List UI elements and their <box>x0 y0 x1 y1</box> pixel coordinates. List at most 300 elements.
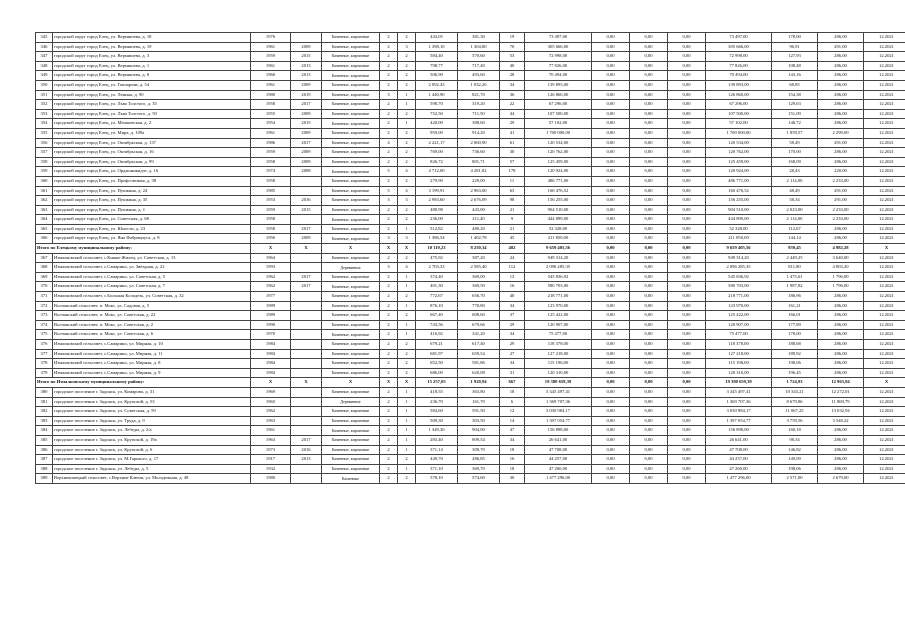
table-row <box>36 52 905 62</box>
table-cell: 443,05 <box>416 33 458 43</box>
table-cell: 509,30 <box>416 416 458 426</box>
table-cell: 0,00 <box>668 282 706 292</box>
table-cell: 1961 <box>251 61 291 71</box>
table-row <box>36 426 905 436</box>
table-cell: 108,48 <box>772 61 818 71</box>
table-cell: 1955 <box>251 109 291 119</box>
table-cell: 1 <box>398 320 416 330</box>
table-cell: городской округ город Елец, ул. Гончарова, д. 54 <box>53 80 251 90</box>
table-cell: 12.2021 <box>864 397 905 407</box>
table-row <box>36 176 905 186</box>
table-cell: 18 <box>500 445 525 455</box>
table-cell: 686,00 <box>416 368 458 378</box>
table-cell <box>291 301 322 311</box>
table-cell: 388 <box>36 464 53 474</box>
table-cell: 580 703,00 <box>525 282 592 292</box>
table-cell: 2 <box>380 71 398 81</box>
table-cell: 0,00 <box>630 378 668 388</box>
table-cell: 305 666,00 <box>706 42 772 52</box>
table-cell: 2015 <box>291 205 322 215</box>
table-cell: 0,00 <box>668 301 706 311</box>
table-cell: городской округ город Елец, ул. Юности, д. 23 <box>53 224 251 234</box>
table-cell: 286,00 <box>818 311 864 321</box>
table-cell: 286,00 <box>818 330 864 340</box>
table-cell: 380 <box>36 387 53 397</box>
table-cell: Каменные, кирпичные <box>322 224 380 234</box>
table-cell: 0,00 <box>592 330 630 340</box>
table-cell: городской округ город Елец, ул. Вермишева, д. 3 <box>53 52 251 62</box>
table-cell: 127 218,00 <box>706 349 772 359</box>
table-cell: 0,00 <box>668 119 706 129</box>
table-cell: 876,10 <box>416 301 458 311</box>
table-row <box>36 368 905 378</box>
table-cell: 2009 <box>291 157 322 167</box>
table-cell: 386 <box>36 445 53 455</box>
table-row <box>36 71 905 81</box>
table-cell: 2 983,60 <box>416 196 458 206</box>
table-cell: 2 <box>398 368 416 378</box>
table-row <box>36 320 905 330</box>
table-cell: 98,34 <box>772 435 818 445</box>
table-row <box>36 330 905 340</box>
table-cell: 2 <box>398 292 416 302</box>
table-cell: Верхнеконецкий сельсовет, с.Верхние Ключи, ул. Молодежная, д. 48 <box>53 474 251 484</box>
table-body <box>36 33 905 484</box>
table-cell: 286,00 <box>818 90 864 100</box>
table-cell: 2 096 285,35 <box>706 263 772 273</box>
table-cell: 1 <box>398 272 416 282</box>
table-cell: 2 <box>398 455 416 465</box>
table-cell: 286,00 <box>818 148 864 158</box>
table-cell: 369,50 <box>458 282 500 292</box>
table-cell: Измалковский сельсовет, с.Самарино, ул. Мирная, д. 9 <box>53 368 251 378</box>
table-cell: 12.2021 <box>864 474 905 484</box>
table-cell: 0,00 <box>630 224 668 234</box>
table-cell: Измалковский сельсовет, с.Большая Колодезь, ул. Советская, д. 32 <box>53 292 251 302</box>
table-cell: 127,93 <box>772 52 818 62</box>
table-cell: 1984 <box>251 359 291 369</box>
table-cell: 486 771,00 <box>706 176 772 186</box>
table-cell: Каменные, кирпичные <box>322 311 380 321</box>
table-cell: городской округ город Елец, ул. Профсоюзная, д. 38 <box>53 176 251 186</box>
table-cell: 0,00 <box>668 157 706 167</box>
table-cell: Каменные, кирпичные <box>322 205 380 215</box>
table-cell: 0,00 <box>668 426 706 436</box>
table-cell: 12.2021 <box>864 464 905 474</box>
table-cell: 30 <box>500 474 525 484</box>
table-cell: 367 <box>36 253 53 263</box>
table-cell: 371 <box>36 292 53 302</box>
table-cell: 1976 <box>251 33 291 43</box>
table-cell: Каменные, кирпичные <box>322 464 380 474</box>
table-cell <box>291 186 322 196</box>
table-cell: 584,40 <box>416 52 458 62</box>
table-cell: 9 659 405,56 <box>706 244 772 254</box>
table-row <box>36 224 905 234</box>
table-cell: 218 771,00 <box>525 292 592 302</box>
table-cell: городское поселение г. Задонск, ул. Лебеды, д. 2/a <box>53 426 251 436</box>
table-cell: 13 032,94 <box>818 407 864 417</box>
table-cell: 2 <box>380 407 398 417</box>
table-cell: 371,10 <box>416 464 458 474</box>
table-cell: 4 <box>398 186 416 196</box>
table-cell: 12.2021 <box>864 196 905 206</box>
table-cell: 0,00 <box>592 215 630 225</box>
table-cell: 73 497,00 <box>525 33 592 43</box>
table-cell: 506,90 <box>416 71 458 81</box>
table-cell: 2013 <box>291 455 322 465</box>
table-cell: 369,00 <box>458 272 500 282</box>
table-cell: 68,85 <box>772 80 818 90</box>
table-cell: 1993 <box>251 263 291 273</box>
table-cell: 0,00 <box>668 292 706 302</box>
table-cell: 0,00 <box>592 244 630 254</box>
table-cell: 2 <box>380 455 398 465</box>
table-cell: 3 199,91 <box>416 186 458 196</box>
table-cell: 0,00 <box>592 234 630 244</box>
table-cell: 0,00 <box>668 148 706 158</box>
table-cell: 2 <box>398 61 416 71</box>
table-cell: 378 <box>36 359 53 369</box>
table-cell: 126 860,00 <box>706 90 772 100</box>
table-row <box>36 186 905 196</box>
table-cell: 286,00 <box>818 340 864 350</box>
table-cell: 29 <box>500 119 525 129</box>
table-cell: 0,00 <box>592 378 630 388</box>
table-cell: 3 345 497,41 <box>525 387 592 397</box>
table-cell: 0,00 <box>668 397 706 407</box>
table-row <box>36 416 905 426</box>
table-cell: 1956 <box>251 234 291 244</box>
table-cell: 0,00 <box>630 148 668 158</box>
table-cell <box>291 407 322 417</box>
table-cell: Итого по Измалковскому муниципальному району: <box>36 378 251 388</box>
table-cell: 12.2021 <box>864 128 905 138</box>
table-cell: 12.2021 <box>864 455 905 465</box>
table-cell: X <box>380 378 398 388</box>
table-cell: 0,00 <box>592 455 630 465</box>
table-cell: 0,00 <box>592 80 630 90</box>
table-cell: Каменные, кирпичные <box>322 167 380 177</box>
table-cell: 949 314,20 <box>706 253 772 263</box>
table-cell: 362 <box>36 196 53 206</box>
table-cell: 363,80 <box>458 387 500 397</box>
table-cell: Деревянные <box>322 263 380 273</box>
table-cell: 0,00 <box>592 119 630 129</box>
table-cell: 12.2021 <box>864 90 905 100</box>
table-cell: 1 <box>398 464 416 474</box>
table-cell: 2 060,90 <box>458 138 500 148</box>
table-cell: 2009 <box>291 80 322 90</box>
table-cell: 0,00 <box>592 263 630 273</box>
table-cell: 0,00 <box>668 272 706 282</box>
table-cell: Каменные, кирпичные <box>322 445 380 455</box>
table-cell: 10 343,21 <box>772 387 818 397</box>
table-cell: 2 233,00 <box>818 176 864 186</box>
table-cell: 286,00 <box>818 71 864 81</box>
table-cell: 2013 <box>291 61 322 71</box>
table-cell: 0,00 <box>630 167 668 177</box>
table-cell: 236,70 <box>416 397 458 407</box>
table-cell: 584,60 <box>416 407 458 417</box>
table-cell: 0,00 <box>592 186 630 196</box>
table-cell: 0,00 <box>668 71 706 81</box>
table-cell: 2 <box>398 128 416 138</box>
table-cell: 0,00 <box>668 464 706 474</box>
table-cell: 377 <box>36 349 53 359</box>
table-cell: 98 <box>500 196 525 206</box>
table-cell: 0,00 <box>668 167 706 177</box>
table-row <box>36 282 905 292</box>
table-cell: Измалковский сельсовет, с.Самарино, ул. Мирная, д. 11 <box>53 349 251 359</box>
table-cell: 826,72 <box>416 157 458 167</box>
table-cell: 12.2021 <box>864 340 905 350</box>
table-cell: 443,00 <box>458 205 500 215</box>
table-cell: 12.2021 <box>864 282 905 292</box>
table-cell: 475,92 <box>416 253 458 263</box>
table-cell: 57 <box>500 157 525 167</box>
table-cell: 61 <box>500 138 525 148</box>
table-cell: 12.2021 <box>864 42 905 52</box>
table-cell: 0,00 <box>630 90 668 100</box>
table-cell <box>291 215 322 225</box>
table-cell: 341,20 <box>458 330 500 340</box>
table-cell: 2017 <box>291 224 322 234</box>
table-cell: 545 836,92 <box>706 272 772 282</box>
table-cell: 2 449,25 <box>772 253 818 263</box>
table-cell: Каменные, кирпичные <box>322 109 380 119</box>
table-cell: 170,00 <box>772 148 818 158</box>
table-cell: 0,00 <box>668 196 706 206</box>
table-cell: 47 708,00 <box>706 445 772 455</box>
table-cell: 75 477,00 <box>706 330 772 340</box>
table-cell: 1961 <box>251 80 291 90</box>
table-cell: 168,09 <box>772 157 818 167</box>
table-cell: 4 803,20 <box>818 263 864 273</box>
table-cell: 369 <box>36 272 53 282</box>
table-cell: Итого по Елецкому муниципальному району: <box>36 244 251 254</box>
table-cell: 45 <box>500 234 525 244</box>
table-cell: 19 380 659,39 <box>706 378 772 388</box>
table-cell: 220,00 <box>818 167 864 177</box>
table-cell: 24 <box>500 253 525 263</box>
table-cell: 12.2021 <box>864 80 905 90</box>
table-cell: 58,49 <box>772 138 818 148</box>
table-cell: 48,49 <box>772 186 818 196</box>
table-cell: 286,00 <box>818 320 864 330</box>
table-cell: 2 023,00 <box>772 205 818 215</box>
table-cell: 809,54 <box>458 435 500 445</box>
table-cell: 752,50 <box>416 109 458 119</box>
table-cell: 28 <box>500 71 525 81</box>
table-cell: 2 <box>380 349 398 359</box>
table-cell: 0,00 <box>630 359 668 369</box>
table-cell: X <box>322 244 380 254</box>
table-cell: 0,00 <box>668 378 706 388</box>
table-cell: 2 <box>380 474 398 484</box>
table-cell: 286,00 <box>818 224 864 234</box>
table-cell: 2009 <box>291 234 322 244</box>
table-cell: Каменные, кирпичные <box>322 138 380 148</box>
table-cell: 0,00 <box>630 196 668 206</box>
table-cell: 291,00 <box>818 42 864 52</box>
table-cell: 0,00 <box>592 311 630 321</box>
table-cell: Каменные, кирпичные <box>322 119 380 129</box>
table-cell: 286,00 <box>818 292 864 302</box>
table-cell: 2 571,00 <box>772 474 818 484</box>
table-cell: 196,45 <box>772 368 818 378</box>
table-cell: 2 963,00 <box>458 186 500 196</box>
table-cell: 151,09 <box>772 109 818 119</box>
table-cell: 1961 <box>251 128 291 138</box>
table-cell: 286,00 <box>818 445 864 455</box>
table-cell: городской округ город Елец, ул. Яна Фабрициуса, д. 8 <box>53 234 251 244</box>
table-cell: 12.2021 <box>864 119 905 129</box>
table-cell: 12.2021 <box>864 349 905 359</box>
table-cell: 2 <box>380 215 398 225</box>
table-row <box>36 196 905 206</box>
table-cell: 0,00 <box>630 292 668 302</box>
table-cell <box>291 253 322 263</box>
table-cell: 125 422,00 <box>706 311 772 321</box>
table-cell: 2 <box>398 148 416 158</box>
table-cell: 354 <box>36 119 53 129</box>
table-cell: 211,40 <box>458 215 500 225</box>
table-cell: 1974 <box>251 167 291 177</box>
table-cell: 0,00 <box>630 157 668 167</box>
table-cell: 12 963,94 <box>818 378 864 388</box>
table-cell: 12.2021 <box>864 157 905 167</box>
table-cell: 0,00 <box>668 320 706 330</box>
table-cell: 72 998,00 <box>706 52 772 62</box>
table-cell: 139 893,00 <box>706 80 772 90</box>
total-row <box>36 378 905 388</box>
table-cell: 12.2021 <box>864 368 905 378</box>
table-cell: 16 <box>500 455 525 465</box>
table-cell <box>291 176 322 186</box>
table-cell: Измалковский сельсовет, с.Самарино, ул. Советская, д. 7 <box>53 282 251 292</box>
table-cell: 107 500,00 <box>525 109 592 119</box>
table-cell: 2 <box>380 109 398 119</box>
table-cell: городской округ город Елец, ул. Вермишева, д. 1 <box>53 61 251 71</box>
table-row <box>36 215 905 225</box>
table-cell <box>291 474 322 484</box>
table-cell: 1 477 296,00 <box>706 474 772 484</box>
table-cell: 0,00 <box>630 474 668 484</box>
table-cell: 617,40 <box>458 340 500 350</box>
table-cell: 0,00 <box>668 244 706 254</box>
table-cell: 291,00 <box>818 196 864 206</box>
table-cell: 0,00 <box>592 368 630 378</box>
table-cell: 1 <box>398 445 416 455</box>
table-cell: 375 <box>36 330 53 340</box>
table-cell: 574,60 <box>458 474 500 484</box>
table-cell: 125 459,00 <box>706 157 772 167</box>
table-cell: 1 <box>398 330 416 340</box>
table-cell: 166,01 <box>772 311 818 321</box>
table-cell <box>291 263 322 273</box>
table-cell: 319,20 <box>458 100 500 110</box>
table-cell: 366 <box>36 234 53 244</box>
table-cell: 480,20 <box>458 224 500 234</box>
table-cell: 512,82 <box>416 224 458 234</box>
table-cell: 286,00 <box>818 109 864 119</box>
table-cell: городской округ город Елец, ул. Льва Толстого, д. 35 <box>53 100 251 110</box>
table-cell <box>291 397 322 407</box>
table-cell: 286,85 <box>458 455 500 465</box>
table-cell: 365 <box>36 224 53 234</box>
table-cell: 12.2021 <box>864 311 905 321</box>
table-cell: 120 924,00 <box>706 167 772 177</box>
table-cell: 387 <box>36 455 53 465</box>
table-cell: 12.2021 <box>864 301 905 311</box>
table-cell: 161,21 <box>772 301 818 311</box>
table-cell: 0,00 <box>592 320 630 330</box>
table-cell: 0,00 <box>592 253 630 263</box>
table-cell: 0,00 <box>592 61 630 71</box>
table-cell: 2 <box>380 387 398 397</box>
table-cell: 0,00 <box>630 282 668 292</box>
table-cell: 2 221,17 <box>416 138 458 148</box>
table-cell: Каменные, кирпичные <box>322 176 380 186</box>
table-cell: 2 <box>398 157 416 167</box>
table-cell: 12.2021 <box>864 148 905 158</box>
table-cell: 29 <box>500 320 525 330</box>
table-cell: Каменные, кирпичные <box>322 253 380 263</box>
table-cell: 0,00 <box>592 90 630 100</box>
table-cell: 0,00 <box>668 224 706 234</box>
table-cell <box>291 311 322 321</box>
table-cell: 2 <box>380 224 398 234</box>
table-cell: 2 <box>380 330 398 340</box>
table-cell: 2015 <box>291 119 322 129</box>
table-cell: 0,00 <box>630 340 668 350</box>
table-cell: 772,67 <box>416 292 458 302</box>
table-cell: Измалковский сельсовет, с.Княже-Жилец, ул. Советская, д. 13 <box>53 253 251 263</box>
table-cell: 2 299,00 <box>818 128 864 138</box>
table-cell <box>291 320 322 330</box>
table-cell: городской округ город Елец, ул. Вермишева, д. 8 <box>53 71 251 81</box>
table-cell: 598,70 <box>416 100 458 110</box>
table-cell: 679,66 <box>458 320 500 330</box>
table-cell: 736,60 <box>458 148 500 158</box>
table-cell: 0,00 <box>630 407 668 417</box>
table-cell: 0,00 <box>668 52 706 62</box>
table-cell: 0,00 <box>630 71 668 81</box>
table-cell: 659,54 <box>458 349 500 359</box>
table-cell: 1 440,90 <box>416 90 458 100</box>
table-cell: 1 <box>398 100 416 110</box>
table-cell <box>291 387 322 397</box>
table-cell: 0,00 <box>592 272 630 282</box>
table-cell: 0,00 <box>592 138 630 148</box>
table-cell: 309,70 <box>458 445 500 455</box>
table-cell: 349 <box>36 71 53 81</box>
table-cell: городской округ город Елец, ул. Октябрьская, д. 16 <box>53 148 251 158</box>
table-cell: 5 <box>380 186 398 196</box>
table-cell: 1 <box>398 282 416 292</box>
table-cell: 286,00 <box>818 100 864 110</box>
table-cell: Каменные, кирпичные <box>322 215 380 225</box>
table-cell: 2017 <box>291 272 322 282</box>
table-cell: Каменные, кирпичные <box>322 80 380 90</box>
table-cell: 1980 <box>251 474 291 484</box>
table-cell: городское поселение г. Задонск, ул. Крупской, д. 6 <box>53 445 251 455</box>
registry-sheet <box>35 32 894 484</box>
table-cell: 493,60 <box>458 71 500 81</box>
table-cell: городское поселение г. Задонск, ул. Советская, д. 59 <box>53 407 251 417</box>
table-cell: 12.2021 <box>864 272 905 282</box>
